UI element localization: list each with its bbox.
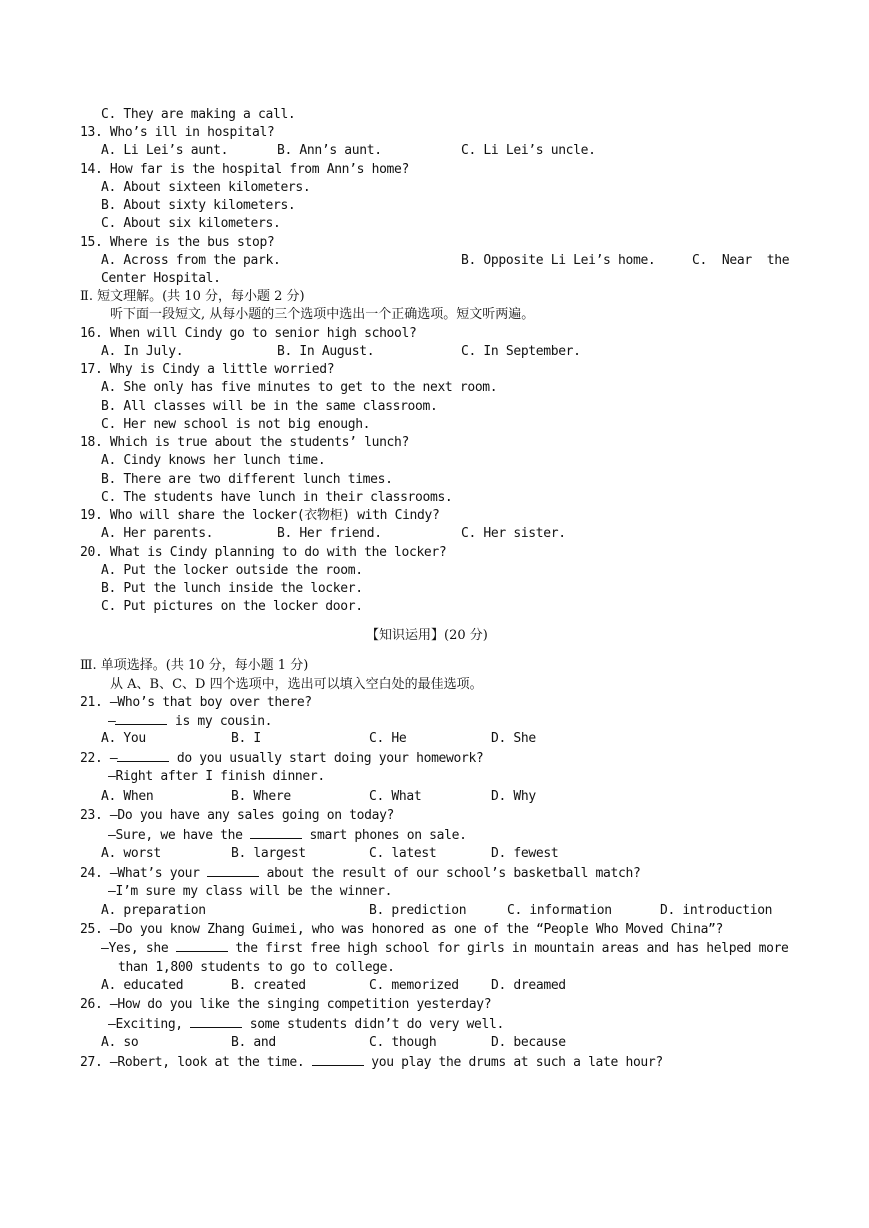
q14-question: 14. How far is the hospital from Ann’s home? [80, 162, 409, 177]
q18-option-a: A. Cindy knows her lunch time. [101, 453, 326, 468]
q23-option-b: B. largest [231, 846, 306, 861]
q24-question [80, 864, 640, 883]
q15-option-a: A. Across from the park. [101, 253, 281, 268]
q25-question: 25. —Do you know Zhang Guimei, who was honored as one of the “People Who Moved China”? [80, 922, 723, 937]
q21-option-d: D. She [491, 731, 536, 746]
q17-option-a: A. She only has five minutes to get to the next room. [101, 380, 498, 395]
q15-option-c-continued: Center Hospital. [101, 271, 221, 286]
q24-option-c: C. information [507, 903, 612, 918]
q22-option-d: D. Why [491, 789, 536, 804]
q21-option-c: C. He [369, 731, 407, 746]
q12-option-c: C. They are making a call. [101, 107, 296, 122]
q26-question: 26. —How do you like the singing competition yesterday? [80, 997, 492, 1012]
q22-text: do you usually start doing your homework? [169, 751, 484, 766]
q21-answer-line [108, 712, 272, 731]
q27-question [80, 1053, 663, 1072]
q21-question: 21. —Who’s that boy over there? [80, 695, 312, 710]
q14-option-a: A. About sixteen kilometers. [101, 180, 311, 195]
q23-option-c: C. latest [369, 846, 437, 861]
q24-option-d: D. introduction [660, 903, 773, 918]
q22-option-b: B. Where [231, 789, 291, 804]
q13-question: 13. Who’s ill in hospital? [80, 125, 275, 140]
q14-option-c: C. About six kilometers. [101, 216, 281, 231]
q27-start: 27. —Robert, look at the time. [80, 1055, 312, 1070]
q25-reply [101, 939, 789, 958]
section-2-instructions: 听下面一段短文, 从每小题的三个选项中选出一个正确选项。短文听两遍。 [110, 307, 535, 322]
q26-option-c: C. though [369, 1035, 437, 1050]
q18-option-c: C. The students have lunch in their classrooms. [101, 490, 453, 505]
q17-option-c: C. Her new school is not big enough. [101, 417, 371, 432]
q25-option-c: C. memorized [369, 978, 459, 993]
q16-option-c: C. In September. [461, 344, 581, 359]
q15-question: 15. Where is the bus stop? [80, 235, 275, 250]
q24-option-b: B. prediction [369, 903, 467, 918]
q23-reply-start: —Sure, we have the [108, 828, 251, 843]
q18-question: 18. Which is true about the students’ lunch? [80, 435, 409, 450]
q13-option-b: B. Ann’s aunt. [277, 143, 382, 158]
q24-reply: —I’m sure my class will be the winner. [108, 884, 393, 899]
q25-reply-start: —Yes, she [101, 941, 176, 956]
q23-reply [108, 826, 467, 845]
q26-option-b: B. and [231, 1035, 276, 1050]
q22-option-a: A. When [101, 789, 154, 804]
q19-option-a: A. Her parents. [101, 526, 214, 541]
q16-option-a: A. In July. [101, 344, 184, 359]
q19-option-b: B. Her friend. [277, 526, 382, 541]
q23-reply-end: smart phones on sale. [302, 828, 467, 843]
q20-option-a: A. Put the locker outside the room. [101, 563, 363, 578]
q13-option-a: A. Li Lei’s aunt. [101, 143, 229, 158]
q25-reply-continued: than 1,800 students to go to college. [118, 960, 395, 975]
q19-question: 19. Who will share the locker(衣物柜) with Cindy? [80, 508, 440, 523]
section-3-instructions: 从 A、B、C、D 四个选项中，选出可以填入空白处的最佳选项。 [110, 677, 483, 692]
q17-question: 17. Why is Cindy a little worried? [80, 362, 335, 377]
q24-option-a: A. preparation [101, 903, 206, 918]
q16-option-b: B. In August. [277, 344, 375, 359]
q25-option-a: A. educated [101, 978, 184, 993]
q25-option-d: D. dreamed [491, 978, 566, 993]
q26-option-d: D. because [491, 1035, 566, 1050]
q23-option-a: A. worst [101, 846, 161, 861]
q15-option-b: B. Opposite Li Lei’s home. [461, 253, 656, 268]
q25-blank [176, 939, 228, 952]
q20-option-b: B. Put the lunch inside the locker. [101, 581, 363, 596]
q25-reply-end: the first free high school for girls in mountain areas and has helped more [227, 941, 789, 956]
q24-text: about the result of our school’s basketball match? [259, 866, 641, 881]
q14-option-b: B. About sixty kilometers. [101, 198, 296, 213]
q20-question: 20. What is Cindy planning to do with the locker? [80, 545, 447, 560]
q15-option-c: C. Near the [692, 253, 790, 268]
q26-blank [190, 1015, 242, 1028]
q27-blank [312, 1053, 364, 1066]
q26-reply-start: —Exciting, [108, 1017, 191, 1032]
q22-option-c: C. What [369, 789, 422, 804]
q16-question: 16. When will Cindy go to senior high school? [80, 326, 417, 341]
q13-option-c: C. Li Lei’s uncle. [461, 143, 596, 158]
knowledge-section-title: 【知识运用】(20 分) [366, 628, 488, 643]
q19-option-c: C. Her sister. [461, 526, 566, 541]
q22-blank [117, 749, 169, 762]
q23-blank [250, 826, 302, 839]
q22-prefix: 22. — [80, 751, 118, 766]
q26-option-a: A. so [101, 1035, 139, 1050]
q21-answer-text: is my cousin. [167, 714, 273, 729]
q21-option-b: B. I [231, 731, 261, 746]
q24-prefix: 24. —What’s your [80, 866, 208, 881]
q23-option-d: D. fewest [491, 846, 559, 861]
q26-reply-end: some students didn’t do very well. [242, 1017, 504, 1032]
q21-option-a: A. You [101, 731, 146, 746]
q24-blank [207, 864, 259, 877]
section-3-heading: Ⅲ. 单项选择。(共 10 分，每小题 1 分) [80, 658, 309, 673]
q26-reply [108, 1015, 504, 1034]
q22-reply: —Right after I finish dinner. [108, 769, 325, 784]
q20-option-c: C. Put pictures on the locker door. [101, 599, 363, 614]
q25-option-b: B. created [231, 978, 306, 993]
q27-end: you play the drums at such a late hour? [363, 1055, 663, 1070]
q23-question: 23. —Do you have any sales going on today? [80, 808, 395, 823]
q17-option-b: B. All classes will be in the same classroom. [101, 399, 438, 414]
q21-blank [115, 712, 167, 725]
section-2-heading: Ⅱ. 短文理解。(共 10 分，每小题 2 分) [80, 289, 305, 304]
q22-question [80, 749, 483, 768]
q18-option-b: B. There are two different lunch times. [101, 472, 393, 487]
q21-dash: — [108, 714, 116, 729]
